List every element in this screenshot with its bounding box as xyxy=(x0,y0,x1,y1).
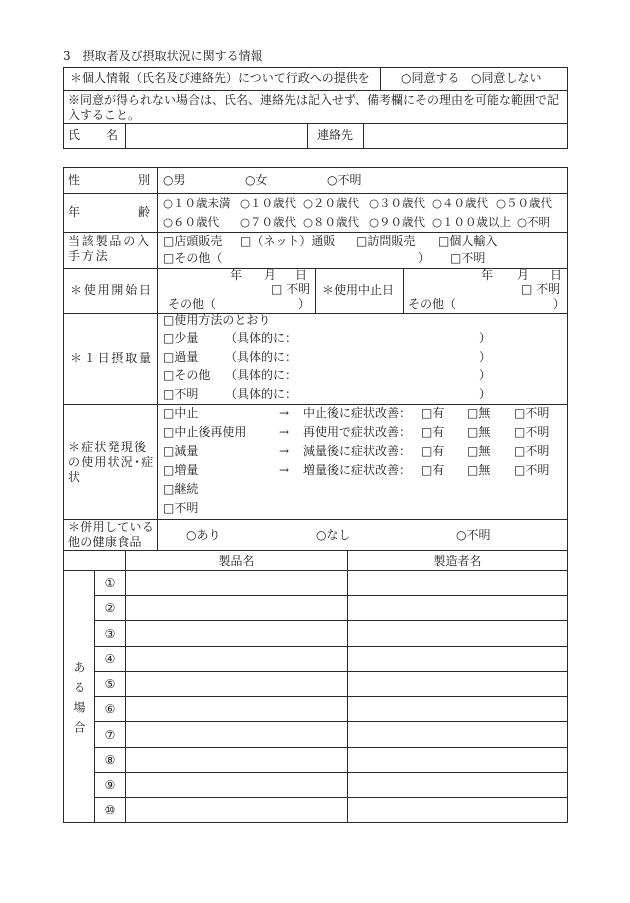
product-name-field[interactable] xyxy=(125,671,348,697)
consent-question: ＊個人情報（氏名及び連絡先）について行政への提供を xyxy=(70,71,370,85)
maker-name-field[interactable] xyxy=(347,747,568,773)
product-name-field[interactable] xyxy=(125,570,348,596)
contact-label: 連絡先 xyxy=(317,128,354,142)
daily-intake-detail: （具体的に： xyxy=(225,368,298,382)
row-number: ② xyxy=(104,601,116,615)
acquisition-option-unknown[interactable]: □不明 xyxy=(450,251,486,265)
maker-name-field[interactable] xyxy=(347,797,568,823)
row-number-cell xyxy=(94,721,126,748)
concurrent-label: ＊併用している他の健康食品 xyxy=(68,520,155,549)
age-option[interactable]: ○１０歳代 xyxy=(240,196,297,210)
product-name-field[interactable] xyxy=(125,646,348,672)
consent-agree-option[interactable]: ○同意する xyxy=(401,71,460,85)
maker-name-header-cell xyxy=(347,550,568,571)
stop-date-year-label: 年 xyxy=(481,268,494,282)
section-title: 3 摂取者及び摂取状況に関する情報 xyxy=(63,49,263,63)
product-name-field[interactable] xyxy=(125,721,348,748)
daily-intake-option-other[interactable]: □その他 xyxy=(163,368,211,382)
row-number-cell xyxy=(94,696,126,722)
maker-name-field[interactable] xyxy=(347,595,568,621)
concurrent-option-yes[interactable]: ○あり xyxy=(186,528,221,542)
product-name-header: 製品名 xyxy=(218,553,255,568)
daily-intake-label: ＊１日摂取量 xyxy=(70,351,153,365)
daily-intake-detail: （具体的に： xyxy=(225,350,298,364)
symptom-answer-yes[interactable]: □有 xyxy=(421,444,445,458)
age-option[interactable]: ○４０歳代 xyxy=(432,196,489,210)
acquisition-other-close: ） xyxy=(418,251,431,265)
daily-intake-option-excess[interactable]: □過量 xyxy=(163,350,199,364)
start-date-year-label: 年 xyxy=(230,268,243,282)
symptom-question: 減量後に症状改善： xyxy=(303,444,412,458)
row-number: ④ xyxy=(104,652,116,666)
arrow-icon: → xyxy=(279,425,290,439)
daily-intake-detail: （具体的に： xyxy=(225,331,298,345)
sex-option-male[interactable]: ○男 xyxy=(163,173,186,187)
row-number-cell xyxy=(94,570,126,596)
product-name-field[interactable] xyxy=(125,747,348,773)
symptom-answer-unknown[interactable]: □不明 xyxy=(514,406,550,420)
name-field[interactable] xyxy=(125,123,308,149)
row-number-cell xyxy=(94,595,126,621)
age-option[interactable]: ○９０歳代 xyxy=(369,215,426,229)
maker-name-field[interactable] xyxy=(347,646,568,672)
row-number: ③ xyxy=(104,626,116,641)
maker-name-field[interactable] xyxy=(347,671,568,697)
daily-intake-option-unknown[interactable]: □不明 xyxy=(163,387,199,401)
symptom-answer-no[interactable]: □無 xyxy=(467,444,491,458)
row-number-cell xyxy=(94,747,126,773)
product-name-field[interactable] xyxy=(125,772,348,798)
row-number-cell xyxy=(94,620,126,647)
maker-name-field[interactable] xyxy=(347,772,568,798)
acquisition-option-personal-import[interactable]: □個人輸入 xyxy=(438,234,498,248)
symptom-option-continued[interactable]: □継続 xyxy=(163,482,199,496)
acquisition-option-mail-order[interactable]: □（ネット）通販 xyxy=(240,234,336,248)
acquisition-option-other[interactable]: □その他（ xyxy=(163,251,223,265)
daily-intake-option-as-directed[interactable]: □使用方法のとおり xyxy=(163,313,271,327)
products-header-blank xyxy=(63,550,126,571)
stop-date-unknown-checkbox[interactable]: □ 不明 xyxy=(521,282,561,296)
symptom-question: 増量後に症状改善： xyxy=(303,463,412,477)
row-number-cell xyxy=(94,646,126,672)
maker-name-field[interactable] xyxy=(347,620,568,647)
acquisition-option-door-to-door[interactable]: □訪問販売 xyxy=(356,234,416,248)
stop-date-month-label: 月 xyxy=(517,268,530,282)
daily-intake-detail-close: ） xyxy=(479,350,492,364)
sex-label: 性 別 xyxy=(68,173,150,187)
start-date-unknown-checkbox[interactable]: □ 不明 xyxy=(271,282,311,296)
symptom-question: 再使用で症状改善： xyxy=(303,425,412,439)
age-option[interactable]: ○５０歳代 xyxy=(496,196,553,210)
row-number: ⑧ xyxy=(104,753,116,767)
concurrent-option-unknown[interactable]: ○不明 xyxy=(456,528,491,542)
sex-options-cell xyxy=(157,167,568,194)
contact-field[interactable] xyxy=(363,123,568,149)
concurrent-option-no[interactable]: ○なし xyxy=(316,528,351,542)
products-side-label: ある場合 xyxy=(72,660,86,741)
age-label: 年 齢 xyxy=(68,205,150,219)
symptom-answer-no[interactable]: □無 xyxy=(467,463,491,477)
maker-name-header: 製造者名 xyxy=(433,553,482,568)
arrow-icon: → xyxy=(279,444,290,458)
symptom-option-increased[interactable]: □増量 xyxy=(163,463,199,477)
name-label: 氏 名 xyxy=(68,128,118,142)
product-name-field[interactable] xyxy=(125,797,348,823)
row-number-cell xyxy=(94,671,126,697)
maker-name-field[interactable] xyxy=(347,696,568,722)
daily-intake-detail-close: ） xyxy=(479,331,492,345)
row-number: ① xyxy=(104,576,116,590)
row-number-cell xyxy=(94,797,126,823)
product-name-header-cell xyxy=(125,550,348,571)
product-name-field[interactable] xyxy=(125,620,348,647)
stop-date-day-label: 日 xyxy=(550,268,563,282)
daily-intake-detail-close: ） xyxy=(479,368,492,382)
row-number-cell xyxy=(94,772,126,798)
symptom-answer-yes[interactable]: □有 xyxy=(421,425,445,439)
age-option[interactable]: ○２０歳代 xyxy=(303,196,360,210)
row-number: ⑤ xyxy=(104,677,116,691)
symptom-option-unknown[interactable]: □不明 xyxy=(163,501,199,515)
row-number: ⑨ xyxy=(104,778,116,792)
symptom-answer-no[interactable]: □無 xyxy=(467,406,491,420)
symptom-option-stopped[interactable]: □中止 xyxy=(163,406,199,420)
products-side-label-cell xyxy=(63,570,95,823)
symptom-question: 中止後に症状改善： xyxy=(303,406,412,420)
age-option[interactable]: ○３０歳代 xyxy=(369,196,426,210)
start-date-label: ＊使用開始日 xyxy=(70,283,153,297)
symptom-option-reduced[interactable]: □減量 xyxy=(163,444,199,458)
age-option[interactable]: ○６０歳代 xyxy=(163,215,220,229)
age-option[interactable]: ○１００歳以上 xyxy=(432,215,512,229)
product-name-field[interactable] xyxy=(125,595,348,621)
age-option[interactable]: ○１０歳未満 xyxy=(163,196,231,210)
start-date-day-label: 日 xyxy=(295,268,308,282)
acquisition-option-store[interactable]: □店頭販売 xyxy=(163,234,223,248)
symptom-usage-options-cell xyxy=(157,404,568,520)
symptom-usage-label: ＊症状発現後の使用状況･症状 xyxy=(68,440,155,484)
symptom-option-resumed[interactable]: □中止後再使用 xyxy=(163,425,247,439)
stop-date-other[interactable]: その他（ xyxy=(408,297,457,311)
row-number: ⑦ xyxy=(104,727,116,742)
daily-intake-detail-close: ） xyxy=(479,387,492,401)
row-number: ⑩ xyxy=(104,803,116,817)
age-option[interactable]: ○７０歳代 xyxy=(240,215,297,229)
age-option[interactable]: ○８０歳代 xyxy=(303,215,360,229)
symptom-answer-unknown[interactable]: □不明 xyxy=(514,444,550,458)
symptom-answer-no[interactable]: □無 xyxy=(467,425,491,439)
consent-disagree-option[interactable]: ○同意しない xyxy=(471,71,542,85)
sex-option-unknown[interactable]: ○不明 xyxy=(327,173,362,187)
maker-name-field[interactable] xyxy=(347,570,568,596)
arrow-icon: → xyxy=(279,406,290,420)
sex-option-female[interactable]: ○女 xyxy=(245,173,268,187)
acquisition-label: 当該製品の入手方法 xyxy=(68,234,151,263)
maker-name-field[interactable] xyxy=(347,721,568,748)
daily-intake-detail: （具体的に： xyxy=(225,387,298,401)
stop-date-label: ＊使用中止日 xyxy=(322,283,395,297)
symptom-answer-unknown[interactable]: □不明 xyxy=(514,425,550,439)
symptom-answer-unknown[interactable]: □不明 xyxy=(514,463,550,477)
start-date-month-label: 月 xyxy=(264,268,277,282)
row-number: ⑥ xyxy=(104,702,116,716)
arrow-icon: → xyxy=(279,463,290,477)
symptom-answer-yes[interactable]: □有 xyxy=(421,463,445,477)
start-date-other-close: ） xyxy=(298,297,311,311)
stop-date-other-close: ） xyxy=(553,297,566,311)
age-option-unknown[interactable]: ○不明 xyxy=(517,215,551,229)
product-name-field[interactable] xyxy=(125,696,348,722)
daily-intake-option-small[interactable]: □少量 xyxy=(163,331,199,345)
symptom-answer-yes[interactable]: □有 xyxy=(421,406,445,420)
start-date-other[interactable]: その他（ xyxy=(168,297,217,311)
consent-note: ※同意が得られない場合は、氏名、連絡先は記入せず、備考欄にその理由を可能な範囲で記入すること。 xyxy=(68,93,560,122)
